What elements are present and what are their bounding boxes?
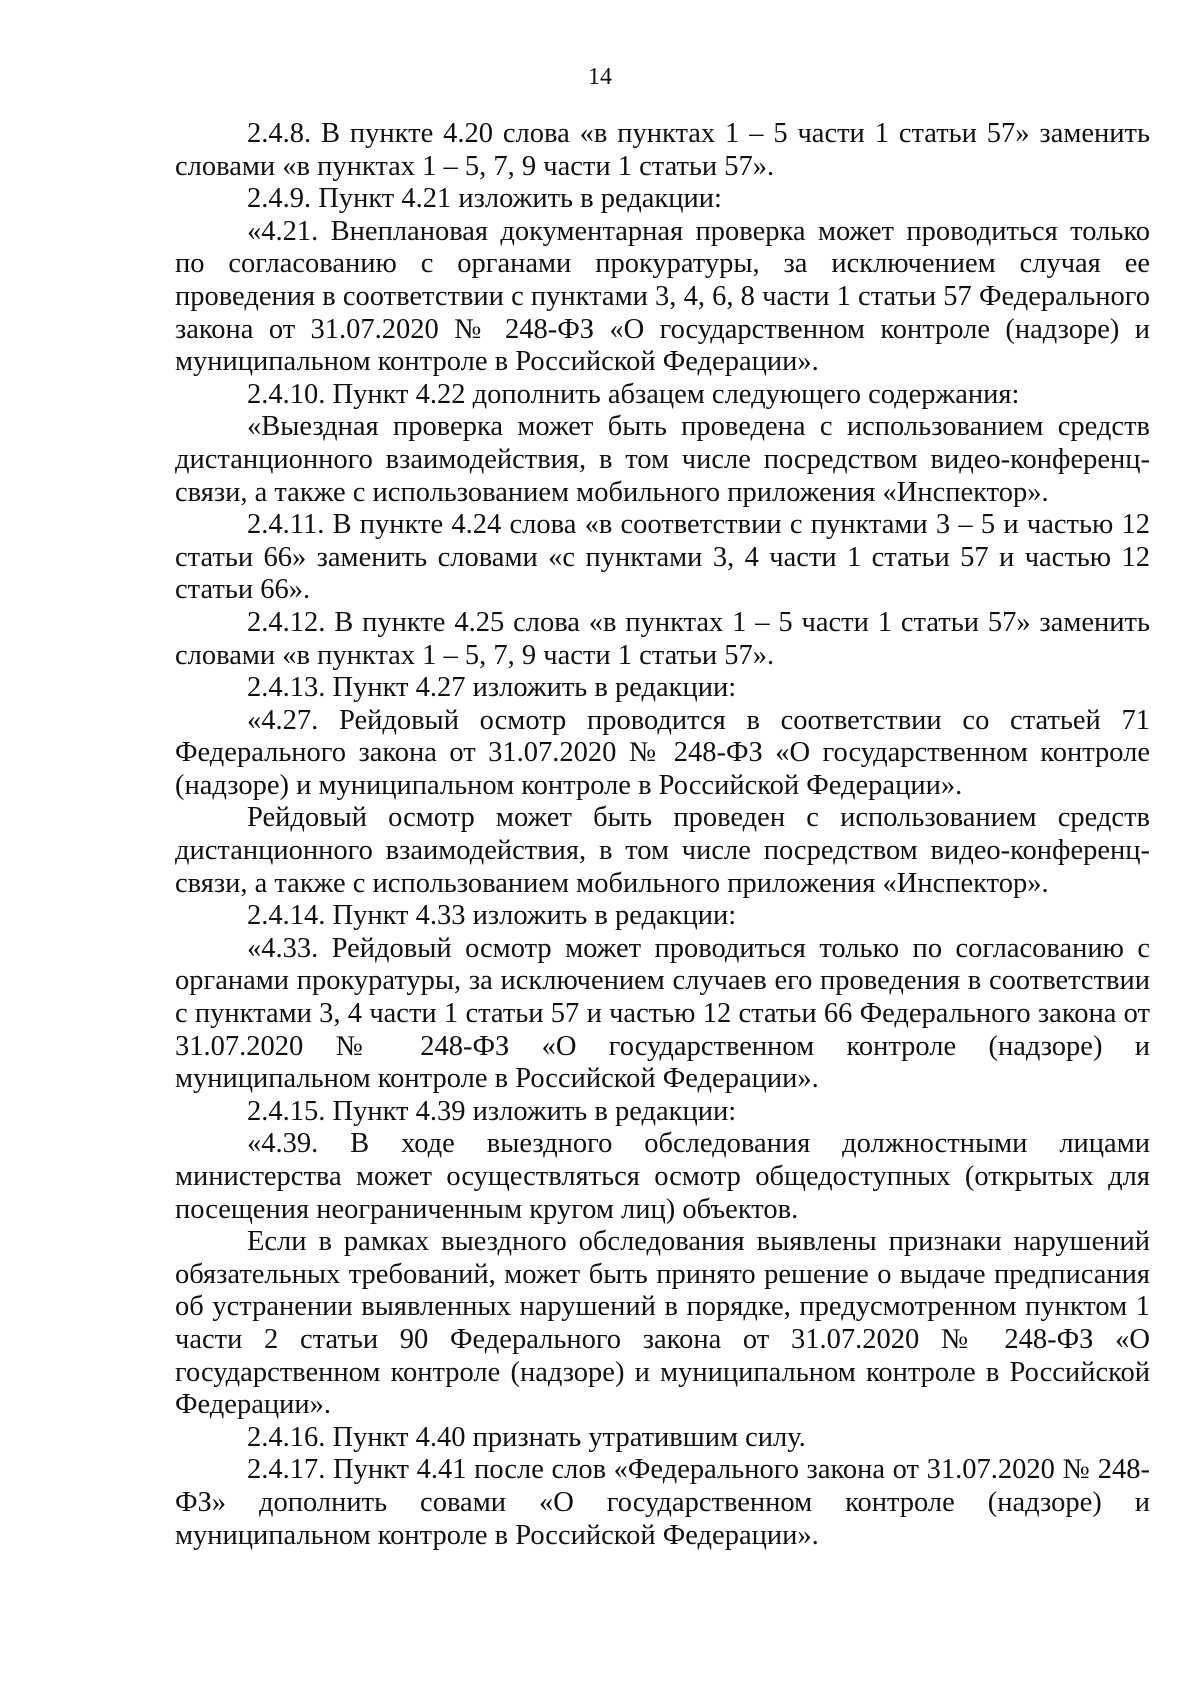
- page-number: 14: [588, 64, 612, 90]
- paragraph-2-4-10: 2.4.10. Пункт 4.22 дополнить абзацем следующего содержания:: [247, 378, 1020, 410]
- paragraph-2-4-8: 2.4.8. В пункте 4.20 слова «в пунктах 1 – 5 части 1 статьи 57» заменить словами «в пунктах 1 – 5, 7, 9 части 1 статьи 57».: [175, 118, 1150, 182]
- paragraph-2-4-12: 2.4.12. В пункте 4.25 слова «в пунктах 1 – 5 части 1 статьи 57» заменить словами «в пунктах 1 – 5, 7, 9 части 1 статьи 57».: [175, 606, 1150, 671]
- paragraph-4-27-text: «4.27. Рейдовый осмотр проводится в соответствии со статьей 71 Федерального закона от 31.07.2020 № 248-ФЗ «О государственном контроле (надзоре) и муниципальном контроле в Российской Федерации».: [175, 704, 1150, 801]
- document-body: [175, 118, 1150, 1552]
- paragraph-2-4-11: 2.4.11. В пункте 4.24 слова «в соответствии с пунктами 3 – 5 и частью 12 статьи 66» заменить словами «с пунктами 3, 4 части 1 статьи 57 и частью 12 статьи 66».: [175, 509, 1150, 606]
- paragraph-2-4-13: 2.4.13. Пункт 4.27 изложить в редакции:: [247, 672, 737, 704]
- paragraph-4-39-text: «4.39. В ходе выездного обследования должностными лицами министерства может осуществляться осмотр общедоступных (открытых для посещения неограниченным кругом лиц) объектов.: [175, 1128, 1150, 1225]
- paragraph-2-4-16: 2.4.16. Пункт 4.40 признать утратившим силу.: [247, 1421, 806, 1453]
- paragraph-2-4-15: 2.4.15. Пункт 4.39 изложить в редакции:: [247, 1095, 737, 1127]
- paragraph-2-4-14: 2.4.14. Пункт 4.33 изложить в редакции:: [247, 900, 737, 932]
- paragraph-4-33-text: «4.33. Рейдовый осмотр может проводиться только по согласованию с органами прокуратуры, за исключением случаев его проведения в соответствии с пунктами 3, 4 части 1 статьи 57 и частью 12 статьи 66 Федерального закона от 31.07.2020 № 248-ФЗ «О государственном контроле (надзоре) и муниципальном контроле в Российской Федерации».: [175, 932, 1150, 1095]
- paragraph-4-21-text: «4.21. Внеплановая документарная проверка может проводиться только по согласованию с органами прокуратуры, за исключением случая ее проведения в соответствии с пунктами 3, 4, 6, 8 части 1 статьи 57 Федерального закона от 31.07.2020 № 248-ФЗ «О государственном контроле (надзоре) и муниципальном контроле в Российской Федерации».: [175, 215, 1150, 378]
- paragraph-2-4-9: 2.4.9. Пункт 4.21 изложить в редакции:: [247, 183, 722, 215]
- paragraph-4-22-addition: «Выездная проверка может быть проведена с использованием средств дистанционного взаимодействия, в том числе посредством видео-конференц-связи, а также с использованием мобильного приложения «Инспектор».: [175, 411, 1150, 508]
- paragraph-4-39-second: Если в рамках выездного обследования выявлены признаки нарушений обязательных требований, может быть принято решение о выдаче предписания об устранении выявленных нарушений в порядке, предусмотренном пунктом 1 части 2 статьи 90 Федерального закона от 31.07.2020 № 248-ФЗ «О государственном контроле (надзоре) и муниципальном контроле в Российской Федерации».: [175, 1226, 1150, 1421]
- paragraph-2-4-17: 2.4.17. Пункт 4.41 после слов «Федерального закона от 31.07.2020 № 248-ФЗ» дополнить совами «О государственном контроле (надзоре) и муниципальном контроле в Российской Федерации».: [175, 1454, 1150, 1551]
- paragraph-4-27-second: Рейдовый осмотр может быть проведен с использованием средств дистанционного взаимодействия, в том числе посредством видео-конференц-связи, а также с использованием мобильного приложения «Инспектор».: [175, 802, 1150, 899]
